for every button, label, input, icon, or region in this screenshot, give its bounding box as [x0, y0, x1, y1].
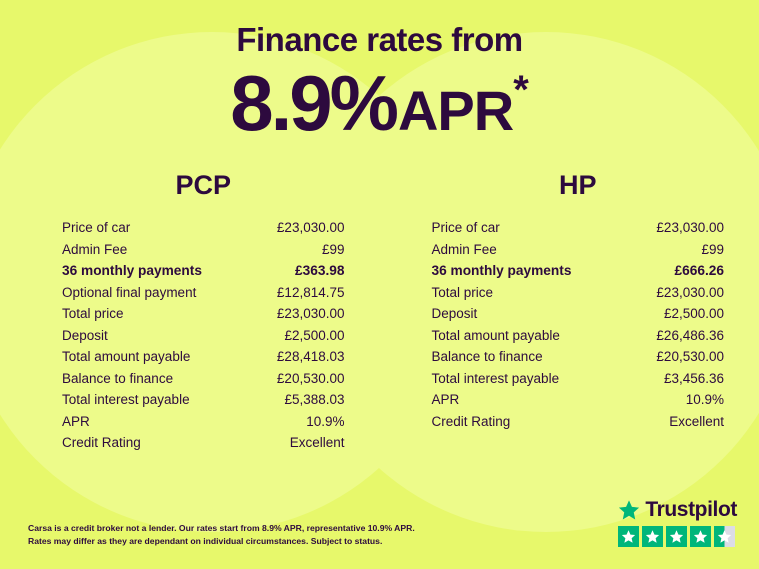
row-value: £26,486.36 [656, 327, 724, 343]
row-label: APR [62, 413, 90, 429]
hp-column [380, 170, 759, 454]
row-label: APR [431, 392, 460, 408]
table-row [62, 411, 345, 433]
table-row [432, 389, 725, 411]
row-label: Credit Rating [431, 413, 511, 429]
row-label: Total amount payable [431, 327, 560, 343]
row-label: Optional final payment [62, 284, 197, 300]
row-value: £23,030.00 [276, 220, 345, 236]
table-row [62, 432, 345, 454]
hp-column-title: HP [558, 170, 597, 201]
row-value: £23,030.00 [276, 306, 345, 322]
table-row [432, 217, 725, 239]
disclaimer-line-2: Rates may differ as they are dependant on individual circumstances. Subject to status. [28, 535, 383, 546]
row-value: 10.9% [685, 392, 724, 408]
row-value: £28,418.03 [276, 349, 345, 365]
disclaimer [28, 522, 415, 547]
row-value: £5,388.03 [284, 392, 345, 408]
star-filled-icon [642, 526, 663, 547]
table-row [432, 260, 725, 282]
table-row [432, 325, 725, 347]
row-label: Total interest payable [62, 392, 190, 408]
star-filled-icon [666, 526, 687, 547]
table-row [432, 346, 725, 368]
table-row [62, 346, 345, 368]
row-value: £2,500.00 [284, 327, 345, 343]
row-label: 36 monthly payments [62, 263, 202, 279]
star-half-icon [714, 526, 735, 547]
table-row [62, 325, 345, 347]
row-value: £3,456.36 [663, 370, 724, 386]
row-label: Balance to finance [62, 370, 174, 386]
disclaimer-line-1: Carsa is a credit broker not a lender. Our rates start from 8.9% APR, representative 10.9% APR. [28, 523, 415, 533]
row-value: £20,530.00 [276, 370, 345, 386]
table-row [432, 411, 725, 433]
row-value: £363.98 [295, 263, 345, 279]
trustpilot-logo [618, 498, 737, 522]
row-value: £2,500.00 [663, 306, 724, 322]
row-label: Credit Rating [62, 435, 141, 451]
row-label: Price of car [62, 220, 131, 236]
table-row [432, 368, 725, 390]
row-value: £23,030.00 [656, 220, 724, 236]
row-value: 10.9% [306, 413, 345, 429]
trustpilot-stars [618, 526, 737, 547]
page-title: Finance rates from [236, 21, 523, 58]
headline-rate [0, 59, 759, 148]
table-row [62, 260, 345, 282]
row-label: Price of car [431, 220, 500, 236]
row-value: £12,814.75 [276, 284, 345, 300]
table-row [432, 239, 725, 261]
row-value: £23,030.00 [656, 284, 724, 300]
table-row [432, 303, 725, 325]
row-value: £99 [321, 241, 345, 257]
row-label: Total interest payable [431, 370, 560, 386]
row-value: £20,530.00 [656, 349, 724, 365]
row-value: Excellent [289, 435, 345, 451]
trustpilot-star-icon [618, 499, 640, 521]
row-label: Deposit [431, 306, 478, 322]
row-value: £666.26 [674, 263, 724, 279]
row-label: Total price [431, 284, 494, 300]
row-label: 36 monthly payments [431, 263, 572, 279]
row-value: £99 [701, 241, 724, 257]
trustpilot-rating [618, 498, 737, 547]
trustpilot-name: Trustpilot [645, 498, 737, 521]
row-label: Deposit [62, 327, 108, 343]
row-label: Total amount payable [62, 349, 191, 365]
finance-comparison [0, 170, 759, 454]
row-label: Admin Fee [431, 241, 497, 257]
table-row [432, 282, 725, 304]
star-filled-icon [618, 526, 639, 547]
row-label: Admin Fee [62, 241, 128, 257]
table-row [62, 368, 345, 390]
row-label: Balance to finance [431, 349, 543, 365]
table-row [62, 303, 345, 325]
pcp-column-title: PCP [175, 170, 232, 201]
row-label: Total price [62, 306, 124, 322]
table-row [62, 389, 345, 411]
star-filled-icon [690, 526, 711, 547]
pcp-column [0, 170, 380, 454]
rate-asterisk: * [513, 68, 529, 113]
rate-unit: APR [397, 79, 514, 143]
rate-number: 8.9% [230, 59, 396, 148]
table-row [62, 282, 345, 304]
table-row [62, 239, 345, 261]
table-row [62, 217, 345, 239]
row-value: Excellent [669, 413, 724, 429]
